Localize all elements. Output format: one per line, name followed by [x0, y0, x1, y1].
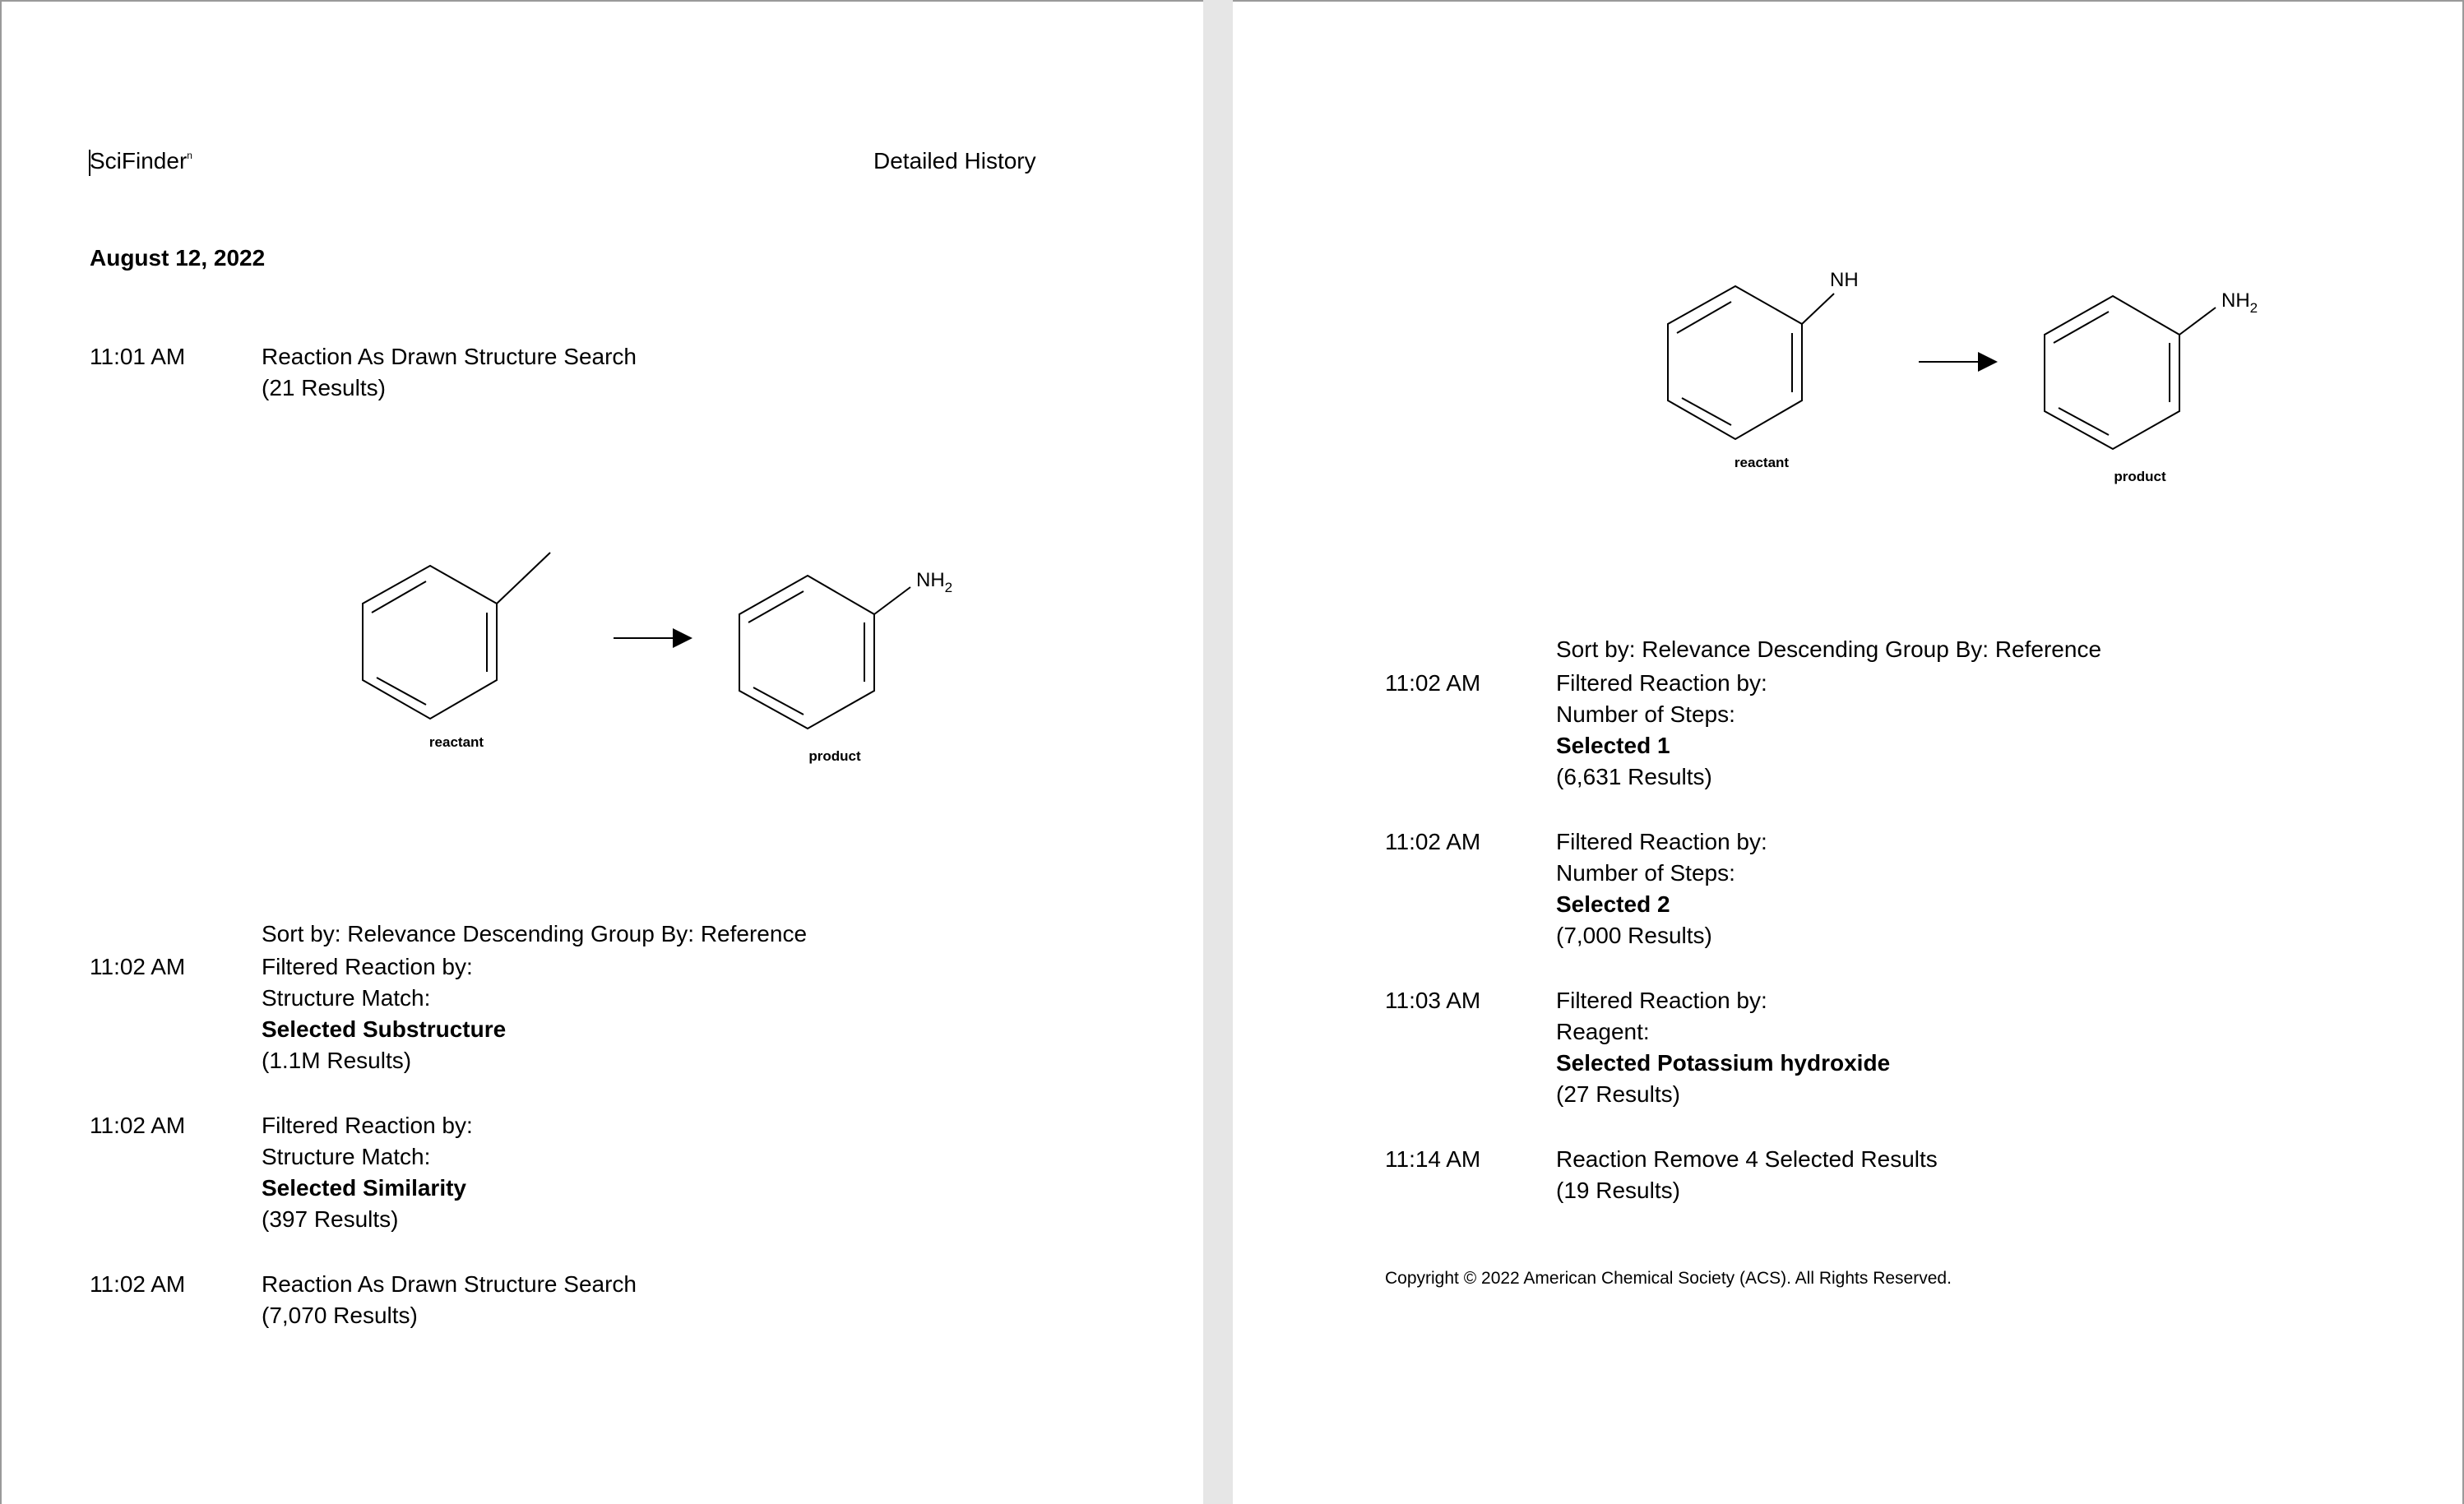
entry-result: (1.1M Results) — [262, 1048, 412, 1073]
app-name: SciFinder$^n$ — [90, 148, 192, 174]
history-date: August 12, 2022 — [90, 245, 266, 271]
entry-selection: Selected 2 — [1556, 891, 1670, 917]
entry-sort: Sort by: Relevance Descending Group By: Reference — [1556, 636, 2102, 662]
entry-time: 11:02 AM — [90, 1113, 186, 1138]
document-page-right — [1233, 0, 2464, 1504]
entry-line: Structure Match: — [262, 985, 431, 1011]
entry-line: Filtered Reaction by: — [262, 954, 473, 979]
reactant-label: reactant — [428, 734, 484, 750]
entry-line: Number of Steps: — [1556, 860, 1735, 886]
document-page-left — [0, 0, 1203, 1504]
entry-time: 11:02 AM — [1385, 829, 1481, 854]
reaction-arrow-icon — [614, 628, 692, 648]
entry-selection: Selected 1 — [1556, 733, 1670, 758]
entry-time: 11:01 AM — [90, 344, 186, 369]
reactant-structure — [363, 553, 550, 719]
product-label: product — [808, 748, 861, 764]
entry-time: 11:02 AM — [90, 954, 186, 979]
reactant-label: reactant — [1734, 455, 1790, 470]
entry-time: 11:14 AM — [1385, 1146, 1481, 1172]
entry-time: 11:03 AM — [1385, 988, 1481, 1013]
entry-result: (27 Results) — [1556, 1081, 1680, 1107]
product-structure — [739, 576, 910, 729]
entry-result: (21 Results) — [262, 375, 386, 400]
entry-result: (7,000 Results) — [1556, 923, 1712, 948]
entry-result: (397 Results) — [262, 1206, 399, 1232]
entry-selection: Selected Similarity — [262, 1175, 467, 1201]
entry-line: Filtered Reaction by: — [1556, 829, 1767, 854]
entry-result: (6,631 Results) — [1556, 764, 1712, 789]
entry-result: (7,070 Results) — [262, 1303, 418, 1328]
entry-time: 11:02 AM — [90, 1271, 186, 1297]
copyright-notice: Copyright © 2022 American Chemical Society (ACS). All Rights Reserved. — [1385, 1269, 1952, 1288]
entry-line: Structure Match: — [262, 1144, 431, 1169]
reaction-diagram — [331, 536, 989, 783]
entry-line: Filtered Reaction by: — [262, 1113, 473, 1138]
doc-title: Detailed History — [873, 148, 1036, 174]
product-label: product — [2114, 469, 2166, 484]
entry-line: Filtered Reaction by: — [1556, 988, 1767, 1013]
reaction-diagram — [1636, 257, 2294, 503]
reactant-group-label: NH — [1830, 269, 1859, 291]
entry-line: Reaction As Drawn Structure Search — [262, 1271, 637, 1297]
entry-selection: Selected Potassium hydroxide — [1556, 1050, 1891, 1076]
product-group-label: $NH_2$ — [2221, 289, 2258, 316]
entry-line: Filtered Reaction by: — [1556, 670, 1767, 696]
entry-line: Reagent: — [1556, 1019, 1650, 1044]
product-group-label: $NH_2$ — [916, 569, 953, 595]
entry-result: (19 Results) — [1556, 1178, 1680, 1203]
entry-sort: Sort by: Relevance Descending Group By: Reference — [262, 921, 808, 946]
entry-selection: Selected Substructure — [262, 1016, 507, 1042]
entry-line: Number of Steps: — [1556, 701, 1735, 727]
product-structure — [2045, 296, 2216, 449]
entry-line: Reaction Remove 4 Selected Results — [1556, 1146, 1938, 1172]
reactant-structure — [1668, 286, 1834, 439]
reaction-arrow-icon — [1919, 352, 1998, 372]
entry-line: Reaction As Drawn Structure Search — [262, 344, 637, 369]
entry-time: 11:02 AM — [1385, 670, 1481, 696]
